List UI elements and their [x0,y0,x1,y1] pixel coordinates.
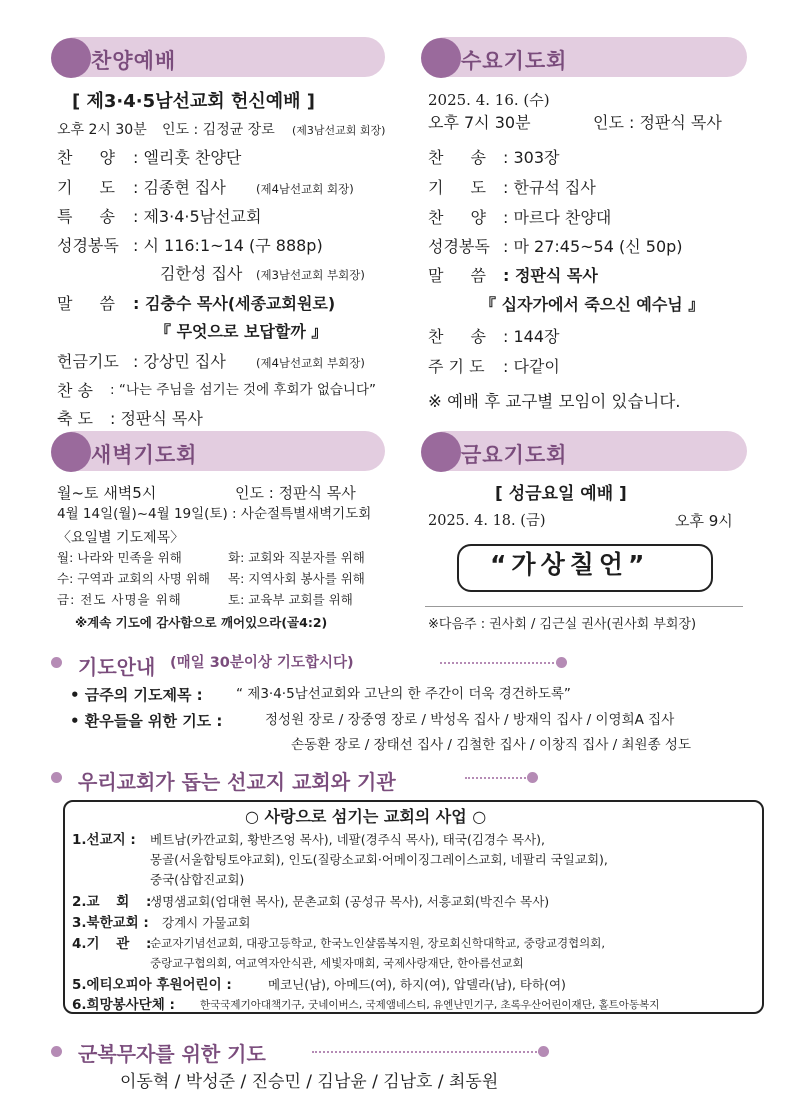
missions-row-text: 강계시 가물교회 [162,915,251,930]
missions-title: 우리교회가 돕는 선교지 교회와 기관 [78,770,396,794]
section-title: 금요기도회 [461,443,568,467]
worship-row-label: 특 송 [57,207,115,226]
wednesday-row-label: 찬 양 [428,208,486,227]
header-circle-icon [421,38,461,78]
section-header-friday-prayer [425,431,747,471]
dawn-topic: 월: 나라와 민족을 위해 [57,550,182,565]
section-title: 찬양예배 [91,49,177,73]
wednesday-sermon-title: 『 십자가에서 죽으신 예수님 』 [480,295,705,314]
worship-row-value: : 엘리훗 찬양단 [133,148,242,167]
prayer-item-label: • 환우들을 위한 기도 : [70,712,223,730]
dotted-divider [312,1051,540,1053]
missions-row-text: 베트남(카깐교회, 황반즈엉 목사), 네팔(경주식 목사), 태국(김경수 목사), [150,832,546,847]
dawn-schedule: 월~토 새벽5시 [57,484,157,502]
worship-hymn-value: : “나는 주님을 섬기는 것에 후회가 없습니다” [110,382,376,398]
dotted-divider [440,662,558,664]
wednesday-row-value: : 마 27:45~54 (신 50p) [503,237,683,256]
header-circle-icon [51,432,91,472]
wednesday-notice: ※ 예배 후 교구별 모임이 있습니다. [428,392,681,411]
worship-row-label: 성경봉독 [57,236,119,255]
friday-time: 오후 9시 [675,512,733,530]
section-title: 수요기도회 [461,49,568,73]
missions-row-text: 몽골(서울합팅토야교회), 인도(질랑소교회·어메이징그레이스교회, 네팔리 국일교회), [150,852,608,867]
prayer-guide-sub: (매일 30분이상 기도합시다) [170,655,354,671]
friday-next-week: ※다음주 : 권사회 / 김근실 권사(권사회 부회장) [428,617,697,632]
missions-row-text: 순교자기념선교회, 대광고등학교, 한국노인샬롬복지원, 장로회신학대학교, 중랑교경협의회, [150,936,606,950]
missions-row-label: 1.선교지 : [72,832,136,848]
section-bullet-icon [51,1046,62,1057]
soldiers-title: 군복무자를 위한 기도 [78,1042,266,1066]
worship-reader-note: (제3남선교회 부회장) [256,268,365,282]
worship-row-note: (제4남선교회 회장) [256,182,354,196]
worship-blessing-value: : 정판식 목사 [110,409,203,428]
missions-row-label: 3.북한교회 : [72,915,149,931]
worship-sermon-label: 말 씀 [57,294,115,313]
dotted-divider [465,777,530,779]
section-header-wednesday-prayer [425,37,747,77]
worship-time: 오후 2시 30분 [57,122,147,138]
section-title: 새벽기도회 [91,443,198,467]
prayer-item-text: 정성원 장로 / 장중영 장로 / 박성옥 집사 / 방재익 집사 / 이영희A 집사 [265,712,675,728]
prayer-item-label: • 금주의 기도제목 : [70,686,203,704]
wednesday-sermon-label: 말 씀 [428,266,486,285]
worship-row-label: 기 도 [57,178,115,197]
missions-box-title: ○ 사랑으로 섬기는 교회의 사업 ○ [245,807,487,826]
worship-row-value: : 제3·4·5남선교회 [133,207,262,226]
wednesday-row-label: 기 도 [428,178,486,197]
header-circle-icon [421,432,461,472]
friday-date: 2025. 4. 18. (금) [428,513,546,529]
missions-row-label: 6.희망봉사단체 : [72,997,175,1013]
worship-sermon-value: : 김충수 목사(세종교회원로) [133,294,336,313]
section-bullet-icon [51,657,62,668]
wednesday-row-value: : 마르다 찬양대 [503,208,612,227]
wednesday-sermon-value: : 정판식 목사 [503,266,598,285]
wednesday-date: 2025. 4. 16. (수) [428,91,550,109]
prayer-guide-title: 기도안내 [78,655,156,679]
worship-blessing-label: 축 도 [57,409,93,428]
wednesday-leader: 인도 : 정판식 목사 [593,113,722,132]
dawn-topics-title: 〈요일별 기도제목〉 [57,530,185,546]
section-header-dawn-prayer [55,431,385,471]
wednesday-hymn-label: 찬 송 [428,327,486,346]
worship-offering-note: (제4남선교회 부회장) [256,356,365,370]
wednesday-time: 오후 7시 30분 [428,113,531,132]
wednesday-prayer-value: : 다같이 [503,357,560,376]
worship-leader-note: (제3남선교회 회장) [292,124,386,137]
friday-subtitle: [ 성금요일 예배 ] [495,484,627,504]
dawn-topic: 화: 교회와 직분자를 위해 [228,550,365,565]
dawn-topic: 수: 구역과 교회의 사명 위해 [57,571,210,586]
worship-leader: 인도 : 김정균 장로 [162,122,275,138]
section-bullet-icon [51,772,62,783]
section-bullet-icon [527,772,538,783]
section-bullet-icon [556,657,567,668]
missions-row-label: 2.교 회 : [72,894,152,910]
wednesday-row-label: 찬 송 [428,148,486,167]
dawn-footer: ※계속 기도에 감사함으로 깨어있으라(골4:2) [75,615,328,630]
wednesday-row-value: : 303장 [503,148,560,167]
dawn-topic: 토: 교육부 교회를 위해 [228,592,353,607]
missions-row-text: 중국(삼합진교회) [150,872,245,887]
prayer-item-text-cont: 손동환 장로 / 장태선 집사 / 김철한 집사 / 이창직 집사 / 최원종 성도 [291,737,692,753]
dawn-period: 4월 14일(월)~4월 19일(토) : 사순절특별새벽기도회 [57,506,372,522]
dawn-leader: 인도 : 정판식 목사 [235,484,356,502]
worship-row-label: 찬 양 [57,148,115,167]
wednesday-row-label: 성경봉독 [428,237,490,256]
missions-row-text: 중랑교구협의회, 여교역자안식관, 세빛자매회, 국제사랑재단, 한아름선교회 [150,956,524,970]
wednesday-prayer-label: 주 기 도 [428,357,485,376]
worship-offering-label: 헌금기도 [57,352,119,371]
missions-row-text: 생명샘교회(엄대현 목사), 문촌교회 (공성규 목사), 서흥교회(박진수 목사) [150,894,550,909]
section-bullet-icon [538,1046,549,1057]
missions-row-text: 메코닌(남), 아메드(여), 하지(여), 압델라(남), 타하(여) [268,977,566,992]
prayer-item-text: “ 제3·4·5남선교회와 고난의 한 주간이 더욱 경건하도록” [236,686,571,702]
worship-subtitle: [ 제3·4·5남선교회 헌신예배 ] [72,91,315,112]
dawn-topic: 금: 전도 사명을 위해 [57,592,182,607]
missions-row-text: 한국국제기아대책기구, 굿네이버스, 국제앰네스티, 유엔난민기구, 초록우산어린이재단, 홀트아동복지 [200,999,660,1011]
worship-sermon-title: 『 무엇으로 보답할까 』 [155,322,328,341]
wednesday-row-value: : 한규석 집사 [503,178,596,197]
soldiers-names: 이동혁 / 박성준 / 진승민 / 김남윤 / 김남호 / 최동원 [120,1072,499,1092]
missions-row-label: 5.에티오피아 후원어린이 : [72,977,232,993]
worship-row-value: : 김종현 집사 [133,178,226,197]
dawn-topic: 목: 지역사회 봉사를 위해 [228,571,365,586]
worship-reader: 김한성 집사 [160,264,243,283]
worship-hymn-label: 찬 송 [57,381,93,400]
friday-theme: “가상칠언” [490,550,650,579]
worship-row-value: : 시 116:1~14 (구 888p) [133,236,323,255]
wednesday-hymn-value: : 144장 [503,327,560,346]
section-header-praise-worship [55,37,385,77]
friday-divider [425,606,743,607]
worship-offering-value: : 강상민 집사 [133,352,226,371]
header-circle-icon [51,38,91,78]
missions-row-label: 4.기 관 : [72,936,152,952]
